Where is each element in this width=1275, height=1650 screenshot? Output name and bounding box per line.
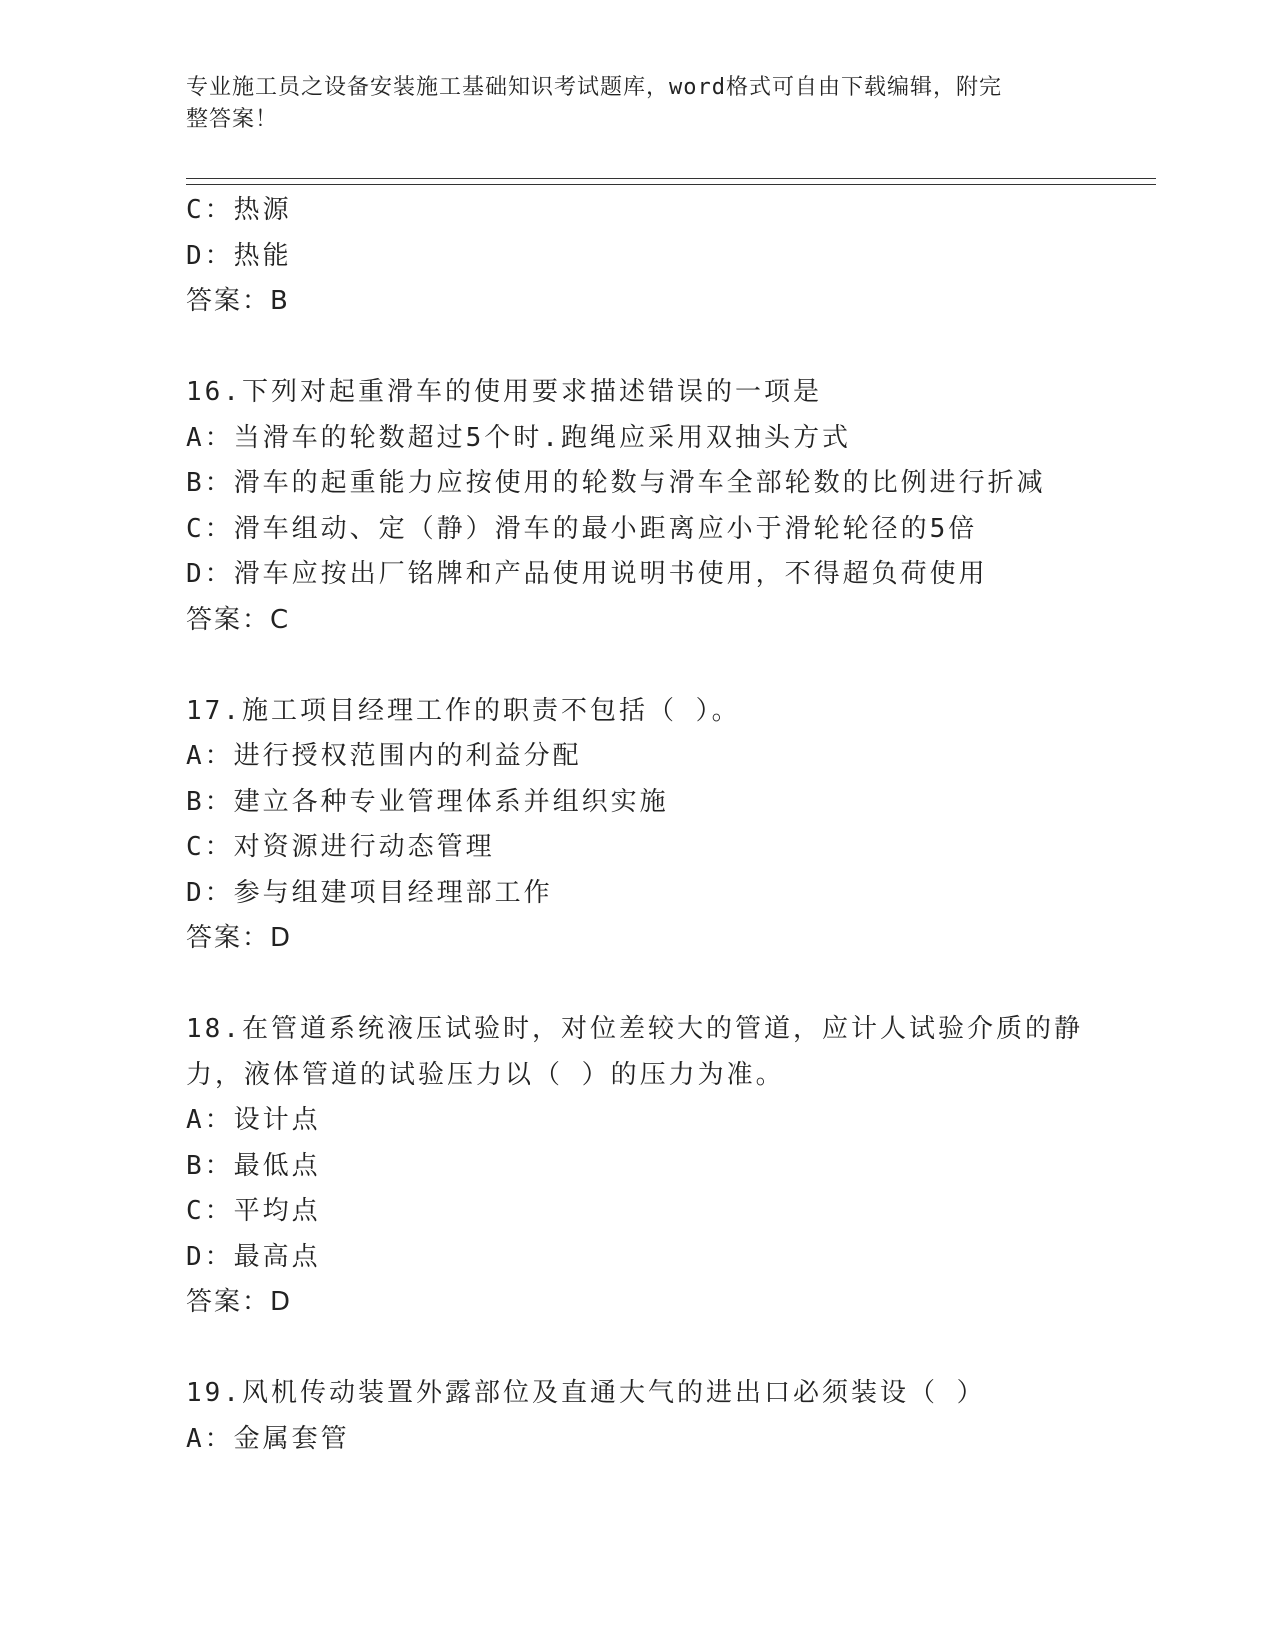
header-rule-bottom: [186, 184, 1156, 185]
question-stem: 17.施工项目经理工作的职责不包括（ ）。: [186, 695, 741, 726]
option-a: A：当滑车的轮数超过5个时.跑绳应采用双抽头方式: [186, 422, 851, 453]
header-line-2: 整答案！: [186, 107, 279, 132]
option-d: D：参与组建项目经理部工作: [186, 877, 553, 908]
question-stem: 19.风机传动装置外露部位及直通大气的进出口必须装设（ ）: [186, 1378, 986, 1408]
option-a: A：金属套管: [186, 1423, 350, 1454]
option-d: D：滑车应按出厂铭牌和产品使用说明书使用，不得超负荷使用: [186, 559, 988, 589]
option-c: C：热源: [186, 195, 292, 225]
option-c: C：对资源进行动态管理: [186, 832, 495, 862]
spacer: [186, 325, 1186, 371]
option-d: D：最高点: [186, 1241, 321, 1272]
answer: 答案：D: [186, 923, 293, 953]
option-b: B：建立各种专业管理体系并组织实施: [186, 786, 669, 817]
spacer: [186, 962, 1186, 1008]
answer: 答案：B: [186, 286, 290, 316]
question-stem: 16.下列对起重滑车的使用要求描述错误的一项是: [186, 377, 822, 407]
question-15-tail: [186, 188, 1186, 325]
answer: 答案：D: [186, 1287, 293, 1317]
option-a: A：进行授权范围内的利益分配: [186, 741, 582, 771]
option-d: D：热能: [186, 240, 292, 271]
answer: 答案：C: [186, 604, 291, 635]
option-b: B：滑车的起重能力应按使用的轮数与滑车全部轮数的比例进行折减: [186, 468, 1046, 498]
header-line-1: 专业施工员之设备安装施工基础知识考试题库，word格式可自由下载编辑，附完: [186, 75, 1002, 100]
question-17: [186, 689, 1186, 962]
header-rule-top: [186, 178, 1156, 179]
spacer: [186, 643, 1186, 689]
question-stem-line-2: 力，液体管道的试验压力以（ ）的压力为准。: [186, 1059, 785, 1090]
question-stem-line-1: 18.在管道系统液压试验时，对位差较大的管道，应计人试验介质的静: [186, 1014, 1083, 1044]
option-c: C：平均点: [186, 1196, 321, 1226]
option-a: A：设计点: [186, 1105, 321, 1135]
question-19: [186, 1371, 1186, 1462]
question-18: [186, 1007, 1186, 1326]
document-header: [186, 72, 1086, 136]
question-16: [186, 370, 1186, 643]
spacer: [186, 1326, 1186, 1372]
option-c: C：滑车组动、定（静）滑车的最小距离应小于滑轮轮径的5倍: [186, 513, 978, 544]
option-b: B：最低点: [186, 1150, 321, 1181]
question-list: [186, 188, 1186, 1462]
